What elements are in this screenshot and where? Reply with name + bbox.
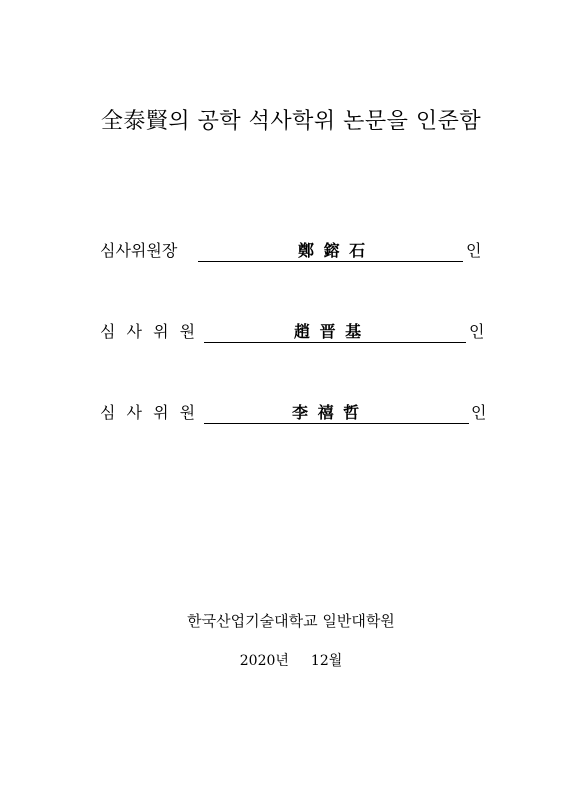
committee-member-row [0,321,582,351]
graduate-school-name: 한국산업기술대학교 일반대학원 [187,612,395,630]
committee-member-name: 趙 晋 基 [294,322,364,341]
committee-chair-row [0,240,582,270]
date-month: 12월 [310,653,343,669]
committee-member-name: 鄭 鎔 石 [298,241,368,260]
committee-role: 심 사 위 원 [100,322,199,341]
date-year: 2020년 [239,653,289,669]
seal-mark: 인 [466,241,482,260]
seal-mark: 인 [469,322,485,341]
approval-date [0,650,582,670]
committee-member-name: 李 禧 哲 [292,403,362,422]
committee-role: 심 사 위 원 [100,403,199,422]
committee-role: 심사위원장 [100,241,178,260]
certification-title: 全泰賢의 공학 석사학위 논문을 인준함 [100,109,482,134]
committee-member-row [0,402,582,432]
seal-mark: 인 [471,403,487,422]
